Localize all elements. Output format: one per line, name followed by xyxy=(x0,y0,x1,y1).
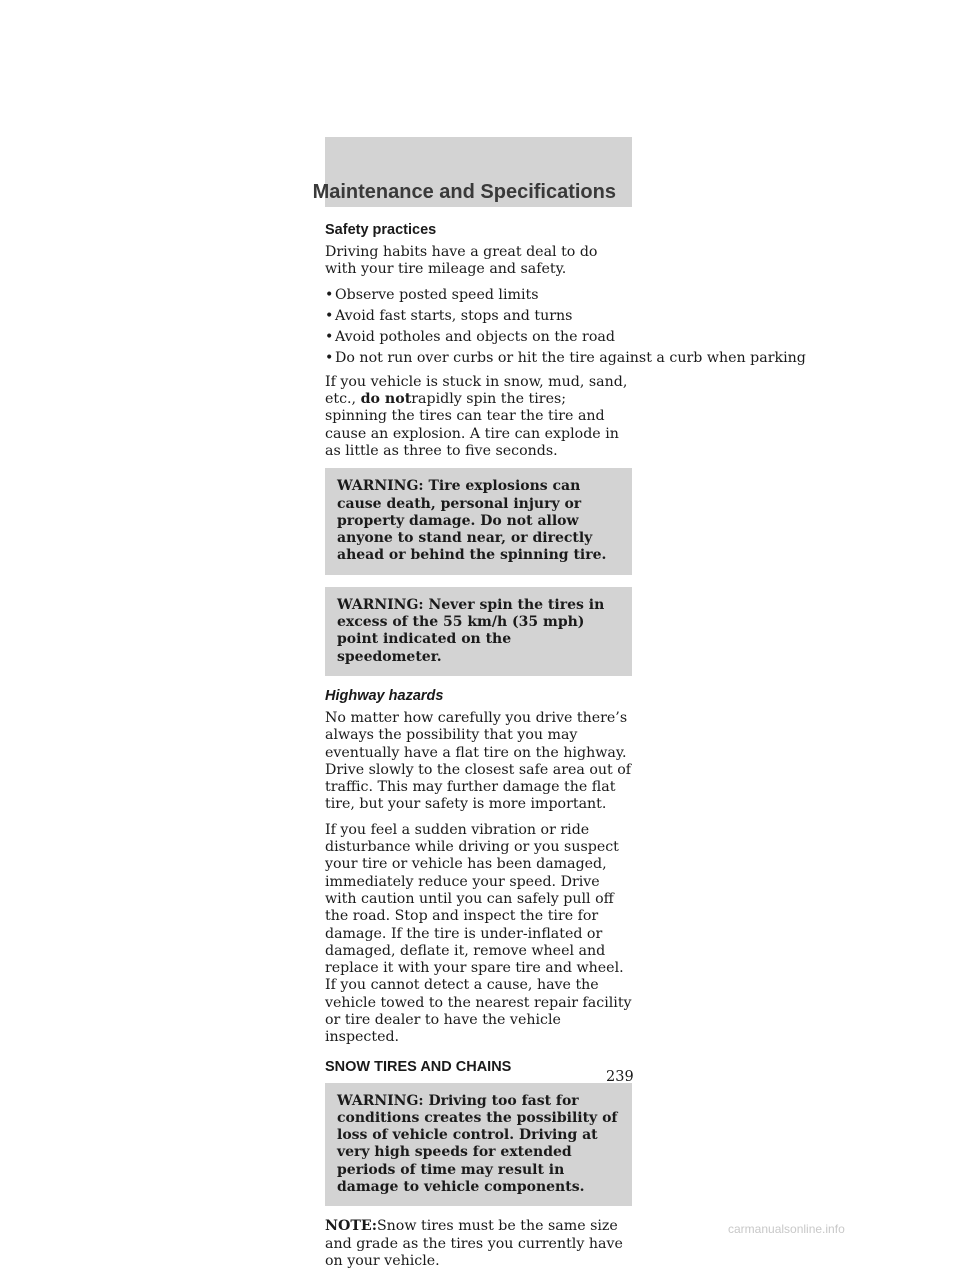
bullet-icon: • xyxy=(325,329,334,346)
highway-paragraph-2: If you feel a sudden vibration or ride disturbance while driving or you suspect your tire or vehicle has been damaged, immediately reduce your speed. Drive with caution until you can safely pull off the road. Stop and inspect the tire for damage. If the tire is under-inflated or damaged, deflate it, remove wheel and replace it with your spare tire and wheel. If you cannot detect a cause, have the vehicle towed to the nearest repair facility or tire dealer to have the vehicle inspected. xyxy=(325,821,632,1046)
stuck-vehicle-paragraph: If you vehicle is stuck in snow, mud, sand, etc., do notrapidly spin the tires; spinning the tires can tear the tire and cause an explosion. A tire can explode in as little as three to five seconds. xyxy=(325,373,628,459)
section-header-bar xyxy=(312,137,632,207)
highway-paragraph-1: No matter how carefully you drive there’s always the possibility that you may eventually have a flat tire on the highway. Drive slowly to the closest safe area out of traffic. This may further damage the flat tire, but your safety is more important. xyxy=(325,709,632,813)
warning-tire-explosion: WARNING: Tire explosions can cause death, personal injury or property damage. Do not allow anyone to stand near, or directly ahead or behind the spinning tire. xyxy=(325,468,632,574)
safety-intro: Driving habits have a great deal to do with your tire mileage and safety. xyxy=(325,244,598,278)
watermark: carmanualsonline.info xyxy=(728,1222,845,1236)
warning-spin-speed: WARNING: Never spin the tires in excess of the 55 km/h (35 mph) point indicated on the speedometer. xyxy=(325,587,632,676)
highway-hazards-heading: Highway hazards xyxy=(325,687,444,704)
list-item: • Observe posted speed limits xyxy=(325,286,539,303)
bullet-icon: • xyxy=(325,350,334,367)
safety-practices-heading: Safety practices xyxy=(325,222,437,238)
bullet-icon: • xyxy=(325,286,334,303)
bullet-icon: • xyxy=(325,307,334,324)
list-item: • Do not run over curbs or hit the tire against a curb when parking xyxy=(325,350,806,367)
page-number: 239 xyxy=(606,1069,634,1085)
snow-tires-heading: SNOW TIRES AND CHAINS xyxy=(325,1058,512,1075)
section-title: Maintenance and Specifications xyxy=(312,181,616,203)
list-item: • Avoid potholes and objects on the road xyxy=(325,329,615,346)
safety-bullet-list xyxy=(325,286,806,368)
note-label: NOTE: xyxy=(325,1218,377,1235)
note-paragraph: NOTE:Snow tires must be the same size and grade as the tires you currently have on your vehicle. xyxy=(325,1218,623,1269)
warning-driving-too-fast: WARNING: Driving too fast for conditions creates the possibility of loss of vehicle control. Driving at very high speeds for extended periods of time may result in damage to vehicle components. xyxy=(325,1083,632,1207)
do-not-emphasis: do not xyxy=(360,391,412,408)
list-item: • Avoid fast starts, stops and turns xyxy=(325,307,573,324)
